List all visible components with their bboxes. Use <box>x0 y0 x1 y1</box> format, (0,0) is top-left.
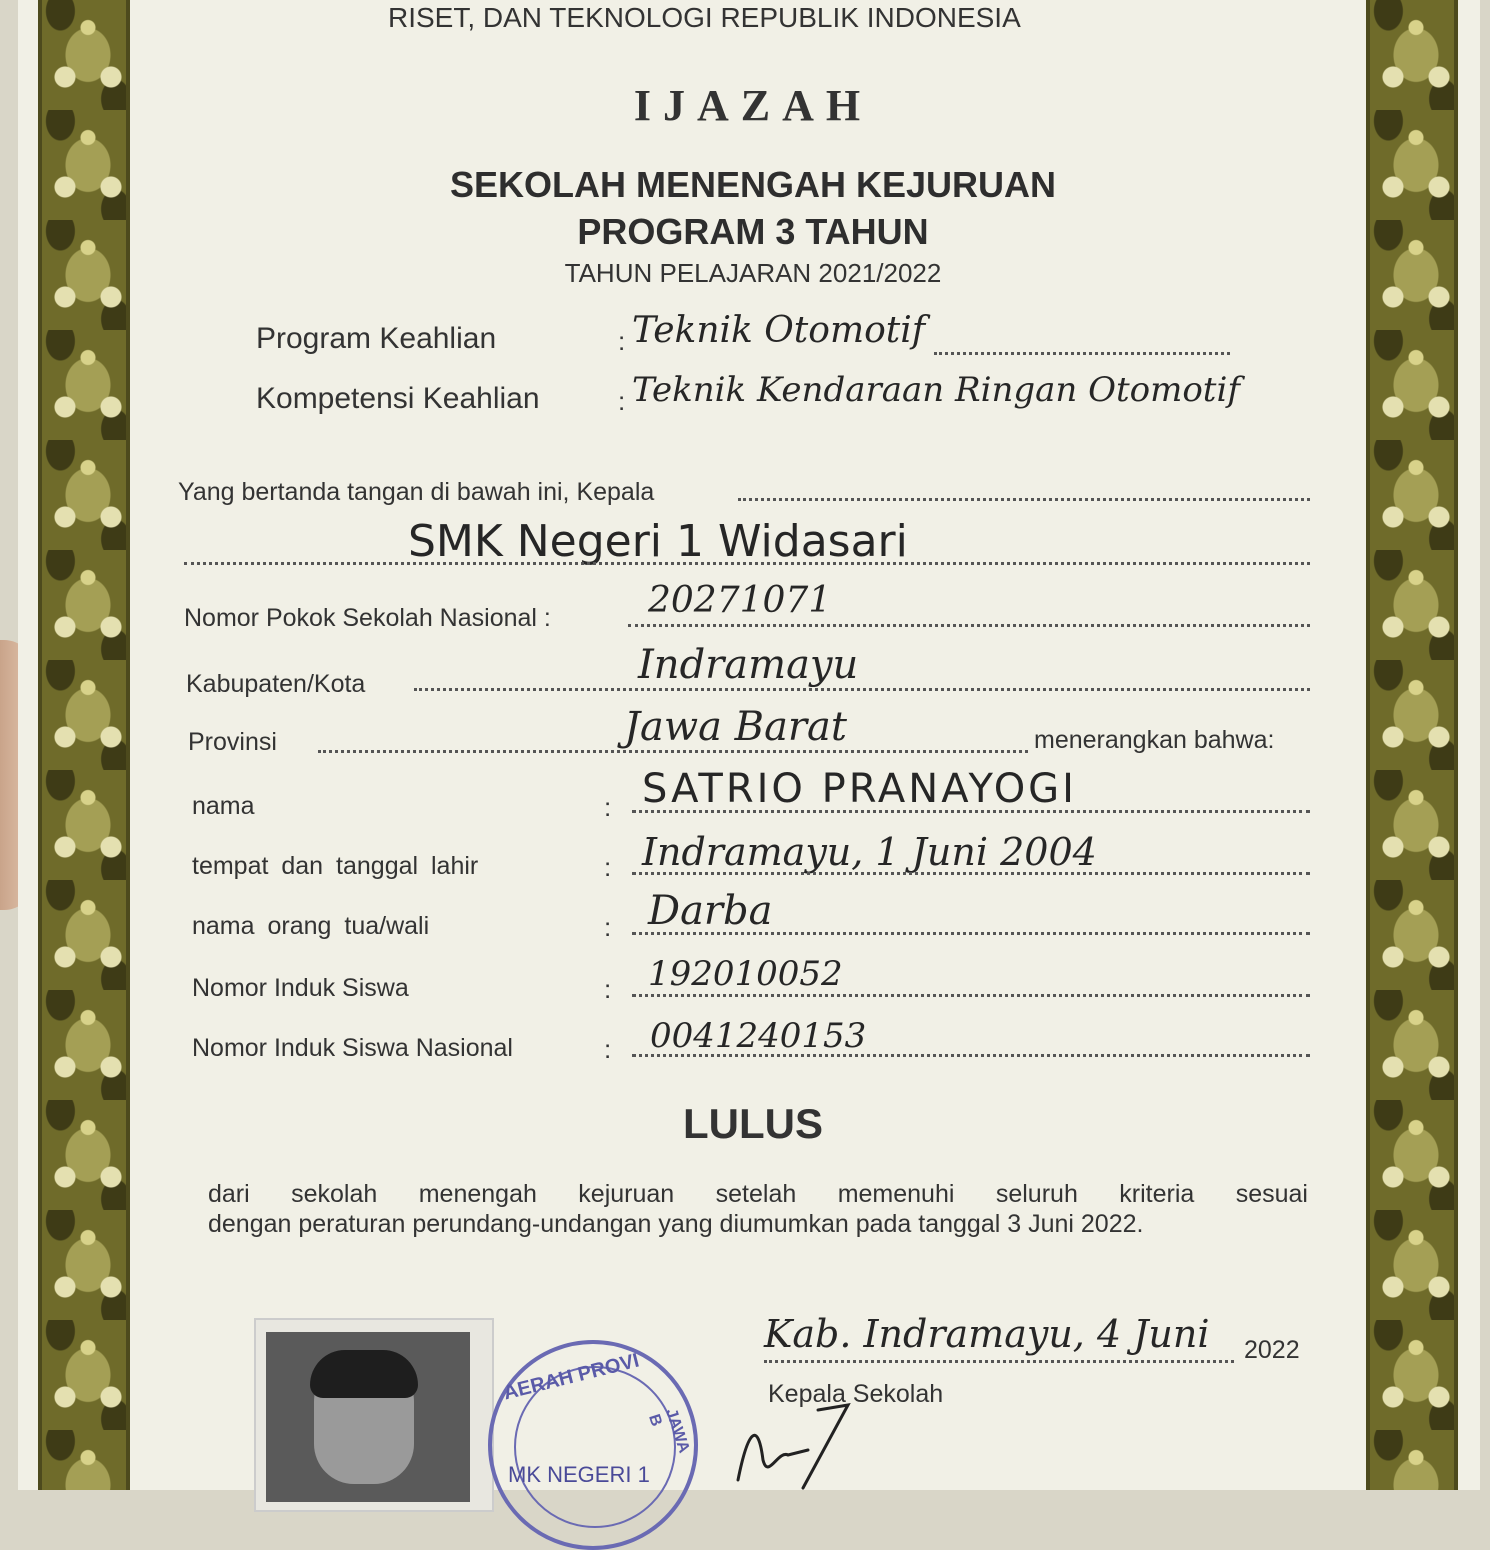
dotted-line <box>632 872 1310 875</box>
kompetensi-label: Kompetensi Keahlian <box>256 382 540 415</box>
kompetensi-value: Teknik Kendaraan Ringan Otomotif <box>632 370 1240 410</box>
date-year: 2022 <box>1244 1336 1300 1364</box>
provinsi-value: Jawa Barat <box>624 704 847 750</box>
dotted-line <box>632 1054 1310 1057</box>
dotted-line <box>414 688 1310 691</box>
stamp-text-mid: MK NEGERI 1 <box>508 1462 650 1487</box>
provinsi-label: Provinsi <box>188 728 277 756</box>
place-date: Kab. Indramayu, 4 Juni <box>764 1312 1210 1356</box>
photo-hair <box>310 1350 418 1398</box>
headmaster-title: Kepala Sekolah <box>768 1380 944 1408</box>
school-type: SEKOLAH MENENGAH KEJURUAN <box>449 164 1057 205</box>
academic-year: TAHUN PELAJARAN 2021/2022 <box>564 258 942 288</box>
dotted-line <box>934 352 1230 355</box>
stamp-text-top: AERAH PROVI <box>501 1349 642 1405</box>
certificate-content <box>148 0 1358 1490</box>
nis-label: Nomor Induk Siswa <box>192 974 409 1002</box>
certificate <box>18 0 1480 1490</box>
ornamental-border-left <box>38 0 130 1490</box>
statement-line-2: dengan peraturan perundang-undangan yang diumumkan pada tanggal 3 Juni 2022. <box>208 1210 1144 1238</box>
dotted-line <box>318 750 1028 753</box>
stamp-text-side: JAWA B <box>645 1406 693 1455</box>
statement-line-1: dari sekolah menengah kejuruan setelah memenuhi seluruh kriteria sesuai <box>208 1180 1308 1208</box>
school-name: SMK Negeri 1 Widasari <box>408 516 908 567</box>
dotted-line <box>764 1360 1234 1363</box>
colon: : <box>604 1034 612 1064</box>
ttl-value: Indramayu, 1 Juni 2004 <box>642 830 1097 874</box>
program-keahlian-label: Program Keahlian <box>256 322 497 355</box>
colon: : <box>604 974 612 1004</box>
menerangkan-label: menerangkan bahwa: <box>1034 726 1275 754</box>
program-duration: PROGRAM 3 TAHUN <box>577 211 929 252</box>
ortu-label: nama orang tua/wali <box>192 912 430 940</box>
nama-label: nama <box>192 792 255 820</box>
colon: : <box>618 326 626 356</box>
ministry-header: RISET, DAN TEKNOLOGI REPUBLIK INDONESIA <box>388 2 1021 33</box>
student-photo <box>266 1332 470 1502</box>
nisn-value: 0041240153 <box>650 1016 867 1056</box>
kabupaten-label: Kabupaten/Kota <box>186 670 366 698</box>
document-title: IJAZAH <box>633 81 873 130</box>
result-status: LULUS <box>683 1100 823 1147</box>
nama-value: SATRIO PRANAYOGI <box>642 766 1077 812</box>
colon: : <box>604 852 612 882</box>
dotted-line <box>628 624 1310 627</box>
dotted-line <box>632 810 1310 813</box>
colon: : <box>604 912 612 942</box>
kabupaten-value: Indramayu <box>638 642 859 688</box>
ttl-label: tempat dan tanggal lahir <box>192 852 479 880</box>
dotted-line <box>632 994 1310 997</box>
nisn-label: Nomor Induk Siswa Nasional <box>192 1034 513 1062</box>
school-stamp <box>488 1340 698 1550</box>
nis-value: 192010052 <box>648 954 843 994</box>
dotted-line <box>632 932 1310 935</box>
ortu-value: Darba <box>648 888 773 934</box>
signer-intro: Yang bertanda tangan di bawah ini, Kepala <box>178 478 655 506</box>
dotted-line <box>184 562 1310 565</box>
npsn-value: 20271071 <box>648 580 832 621</box>
colon: : <box>604 792 612 822</box>
colon: : <box>618 386 626 416</box>
dotted-line <box>738 498 1310 501</box>
ornamental-border-right <box>1366 0 1458 1490</box>
program-keahlian-value: Teknik Otomotif <box>632 310 926 351</box>
signature <box>718 1400 858 1490</box>
npsn-label: Nomor Pokok Sekolah Nasional : <box>184 604 551 632</box>
